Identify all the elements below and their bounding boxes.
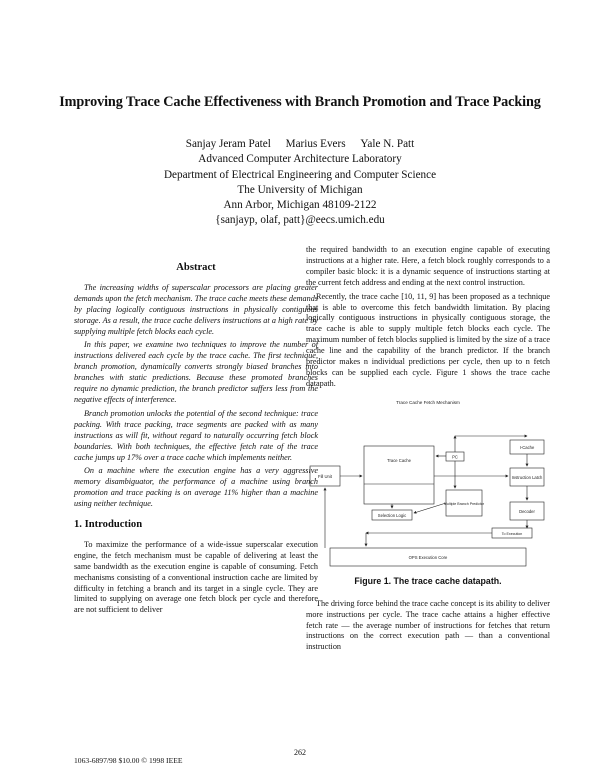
fill-unit-label: Fill Unit: [318, 473, 332, 479]
affiliation-line: Advanced Computer Architecture Laboratory: [198, 153, 402, 166]
page-number: 262: [294, 748, 306, 757]
affiliation-line: The University of Michigan: [237, 183, 363, 196]
author-name: Sanjay Jeram Patel: [185, 138, 271, 150]
author-email: {sanjayp, olaf, patt}@eecs.umich.edu: [215, 214, 385, 227]
body-paragraph: The driving force behind the trace cache concept is its ability to deliver more instructions per cycle. The trace cache attains a higher effective fetch rate — the average number of instructions for fetches that return instructions on the correct execution path — than a conventional instruction: [306, 598, 550, 652]
abstract-paragraph: The increasing widths of superscalar processors are placing greater demands upon the fetch mechanism. The trace cache meets these demands by placing logically contiguous instructions in physically contiguous storage. As a result, the trace cache delivers instructions at a high rate by supplying multiple fetch blocks each cycle.: [74, 282, 318, 336]
abstract-paragraph: Branch promotion unlocks the potential of the second technique: trace packing. With trace packing, trace segments are packed with as many instructions as will fit, without regard to naturally occurring fetch block boundaries. With both techniques, the effective fetch rate of the trace cache jumps up 17% over a trace cache which implements neither.: [74, 408, 318, 462]
datapath-diagram: [306, 398, 550, 570]
affiliation-line: Ann Arbor, Michigan 48109-2122: [223, 199, 377, 212]
trace-cache-box: [364, 446, 434, 504]
author-name: Marius Evers: [285, 138, 346, 150]
fetch-address-label: PC: [452, 454, 458, 460]
left-column: [74, 247, 318, 619]
trace-cache-label: Trace Cache: [387, 457, 411, 463]
author-name: Yale N. Patt: [360, 138, 415, 150]
instruction-latch-label: Instruction Latch: [511, 474, 543, 480]
body-paragraph: Recently, the trace cache [10, 11, 9] has been proposed as a technique that is able to overcome this fetch bandwidth limitation. By placing logically contiguous instructions in physically contiguous storage, the trace cache is able to supply multiple fetch blocks each cycle. The maximum number of fetch blocks supplied is limited by the size of a trace cache line and the capability of the branch predictor. If the branch predictor makes n individual predictions per cycle, then up to n fetch blocks can be supplied each cycle. Figure 1 shows the trace cache datapath.: [306, 291, 550, 388]
author-block: [80, 137, 520, 229]
branch-predictor-label: Multiple Branch Predictor: [443, 501, 485, 506]
datapath-arrows: [325, 436, 527, 548]
introduction-heading: 1. Introduction: [74, 519, 143, 531]
paper-title: Improving Trace Cache Effectiveness with Branch Promotion and Trace Packing: [59, 94, 541, 110]
body-paragraph: To maximize the performance of a wide-issue superscalar execution engine, the fetch mechanism must be capable of delivering at least the same bandwidth as the execution engine is capable of consuming. Fetch mechanisms consisting of a conventional instruction cache are limited by difficulty in fetching a branch and its target in a single cycle. They are limited to supplying on average one fetch block per cycle and therefore are not sufficient to deliver: [74, 539, 318, 615]
decoder-label: Decoder: [519, 508, 535, 514]
affiliation-line: Department of Electrical Engineering and Computer Science: [163, 168, 437, 181]
figure-caption: Figure 1. The trace cache datapath.: [354, 575, 502, 586]
abstract-body: [74, 283, 318, 510]
arrow: [414, 503, 446, 513]
figure-trace-cache-datapath: [306, 398, 550, 570]
abstract-paragraph: On a machine where the execution engine has a very aggressive memory disambiguator, the performance of a machine using branch promotion and trace packing is on average 11% higher than a machine using neither technique.: [74, 466, 318, 509]
author-names: [80, 137, 520, 152]
selection-logic-label: Selection Logic: [377, 512, 407, 518]
copyright-notice: 1063-6897/98 $10.00 © 1998 IEEE: [74, 756, 183, 765]
abstract-paragraph: In this paper, we examine two techniques to improve the number of instructions delivered each cycle by the trace cache. The first technique, branch promotion, dynamically converts strongly biased branches into branches with static predictions. Because these promoted branches require no dynamic prediction, the branch predictor suffers less from the negative effects of interference.: [74, 340, 318, 404]
right-column: [306, 245, 550, 656]
to-execution-label: To Execution: [501, 531, 523, 536]
abstract-heading: Abstract: [176, 262, 216, 273]
diagram-title: Trace Cache Fetch Mechanism: [396, 399, 460, 405]
body-paragraph: the required bandwidth to an execution engine capable of executing instructions at a higher rate. Here, a fetch block roughly corresponds to a compiler basic block: it is a dynamic sequence of instructions starting at the current fetch address and ending at the next control instruction.: [306, 245, 550, 287]
execution-core-label: OPS Execution Core: [408, 554, 448, 560]
icache-label: I-Cache: [519, 444, 535, 450]
